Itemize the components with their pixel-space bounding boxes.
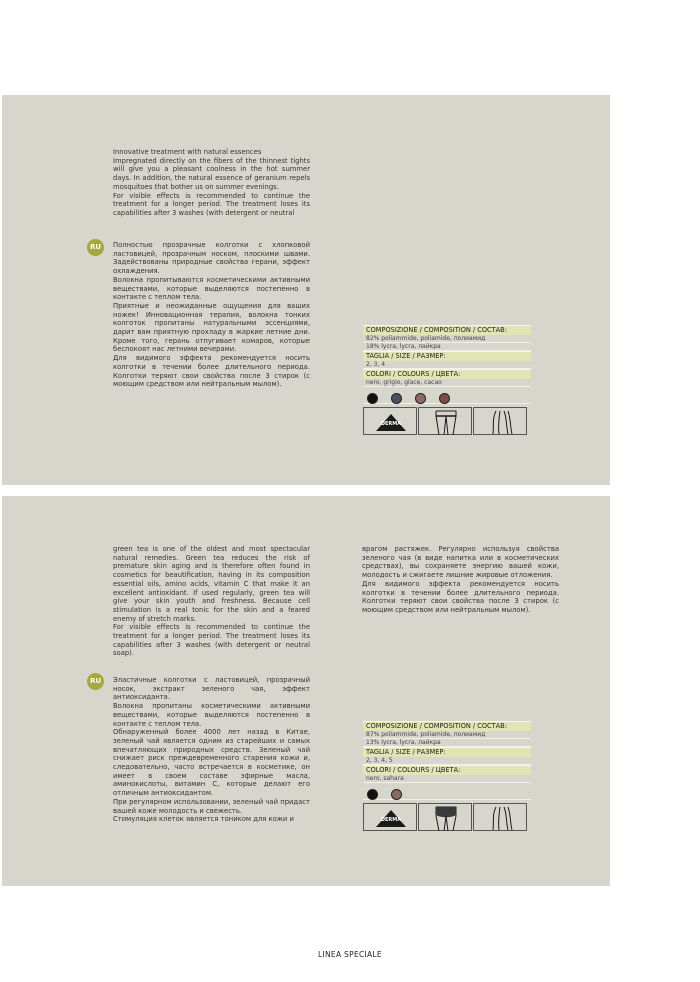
logo-text: DERMA	[380, 817, 402, 824]
legs-icon	[473, 407, 527, 435]
paragraph: Волокна пропитываются косметическими активными веществами, которые выделяются постепенно в контакте с теплом тела.	[113, 275, 310, 302]
size-label: TAGLIA / SIZE / РАЗМЕР:	[363, 747, 531, 757]
tights-sheer-icon	[418, 407, 472, 435]
paragraph: Стимуляция клеток является тоником для кожи и	[113, 815, 294, 824]
composition-label: COMPOSIZIONE / COMPOSITION / СОСТАВ:	[363, 325, 531, 335]
paragraph: Innovative treatment with natural essences	[113, 148, 262, 156]
language-badge-ru: RU	[87, 673, 104, 690]
paragraph: Для видимого эффекта рекомендуется носить колготки в течении более длительного периода. Колготки теряют свои свойства после 3 стирок (с моющим средством или нейтральным мылом).	[362, 579, 559, 614]
paragraph: Для видимого эффекта рекомендуется носить колготки в течении более длительного периода. Колготки теряют свои свойства после 3 стирок (с моющим средством или нейтральным мылом).	[113, 354, 310, 389]
color-swatch-sahara	[391, 789, 402, 800]
color-swatches	[363, 783, 531, 800]
paragraph: Приятные и неожиданные ощущения для ваших ножек! Инновационная терапия, волокна тонких колготок пропитаны натуральными эссенциями, дарит вам приятную прохладу в жаркие летние дни. Кроме того, герань отпугивает комаров, которые беспокоят нас летними вечерами.	[113, 301, 310, 354]
description-ru-2-continued	[362, 545, 559, 615]
color-swatch-nero	[367, 393, 378, 404]
paragraph: For visible effects is recommended to continue the treatment for a longer period. The treatment loses its capabilities after 3 washes (with detergent or neutral soap).	[113, 623, 310, 658]
size-label: TAGLIA / SIZE / РАЗМЕР:	[363, 351, 531, 361]
description-ru-1	[113, 241, 310, 389]
color-swatch-glace	[415, 393, 426, 404]
legs-icon	[473, 803, 527, 831]
paragraph: Эластичные колготки с ластовицей, прозрачный носок, экстракт зеленого чая, эффект антиоксиданта.	[113, 676, 310, 702]
paragraph: Обнаруженный более 4000 лет назад в Китае, зеленый чай является одним из старейших и самых впечатляющих природных средств. Зеленый чай снижает риск преждевременного старения кожи и, следовательно, часто встречается в косметике, он имеет в своем составе эфирные масла, аминокислоты, витамин С, которые делают его отличным антиоксидантом.	[113, 728, 310, 798]
page-footer: LINEA SPECIALE	[318, 950, 382, 959]
colors-value: nero, grigio, glace, cacao	[363, 379, 531, 387]
paragraph: Полностью прозрачные колготки с хлопковой ластовицей, прозрачным носком, плоскими швами. Задействованы природные свойства герани, эффект охлаждения.	[113, 241, 310, 276]
paragraph: врагом растяжек. Регулярно используя свойства зеленого чая (в виде напитка или в косметических средствах), вы сохраняете энергию вашей кожи, молодость и сжигаете лишние жировые отложения.	[362, 545, 559, 580]
paragraph: Волокна пропитаны косметическими активными веществами, которые выделяются постепенно в контакте с теплом тела.	[113, 702, 310, 728]
product-specs-1	[363, 325, 531, 435]
size-value: 2, 3, 4	[363, 361, 531, 369]
paragraph: green tea is one of the oldest and most spectacular natural remedies. Green tea reduces the risk of premature skin aging and is therefore often found in cosmetics for beautification, having in its composition essential oils, amino acids, vitamin C that make it an excellent antioxidant. If used regularly, green tea will give your skin youth and freshness. Because cell stimulation is a real tonic for the skin and a feared enemy of stretch marks.	[113, 545, 310, 623]
description-en-2	[113, 545, 310, 658]
composition-line: 82% poliammide, poliamide, полиамид	[363, 335, 531, 343]
derma-logo-icon	[363, 803, 417, 831]
color-swatches	[363, 387, 531, 404]
composition-label: COMPOSIZIONE / COMPOSITION / СОСТАВ:	[363, 721, 531, 731]
logo-text: DERMA	[380, 421, 402, 428]
composition-line: 18% lycra, lycra, лайкра	[363, 343, 531, 351]
colors-label: COLORI / COLOURS / ЦВЕТА:	[363, 765, 531, 775]
paragraph: For visible effects is recommended to continue the treatment for a longer period. The treatment loses its capabilities after 3 washes (with detergent or neutral	[113, 191, 310, 217]
size-value: 2, 3, 4, 5	[363, 757, 531, 765]
colors-value: nero, sahara	[363, 775, 531, 783]
description-ru-2	[113, 676, 310, 824]
language-badge-ru: RU	[87, 239, 104, 256]
paragraph: При регулярном использовании, зеленый чай придаст вашей коже молодость и свежесть.	[113, 797, 310, 815]
product-specs-2	[363, 721, 531, 831]
color-swatch-grigio	[391, 393, 402, 404]
color-swatch-nero	[367, 789, 378, 800]
description-en-1	[113, 148, 310, 218]
derma-logo-icon	[363, 407, 417, 435]
composition-line: 13% lycra, lycra, лайкра	[363, 739, 531, 747]
feature-icons	[363, 407, 531, 435]
tights-panty-icon	[418, 803, 472, 831]
paragraph: Impregnated directly on the fibers of the thinnest tights will give you a pleasant coolness in the hot summer days. In addition, the natural essence of geranium repels mosquitoes that bother us on summer evenings.	[113, 156, 310, 191]
composition-line: 87% poliammide, poliamide, полиамид	[363, 731, 531, 739]
color-swatch-cacao	[439, 393, 450, 404]
colors-label: COLORI / COLOURS / ЦВЕТА:	[363, 369, 531, 379]
feature-icons	[363, 803, 531, 831]
